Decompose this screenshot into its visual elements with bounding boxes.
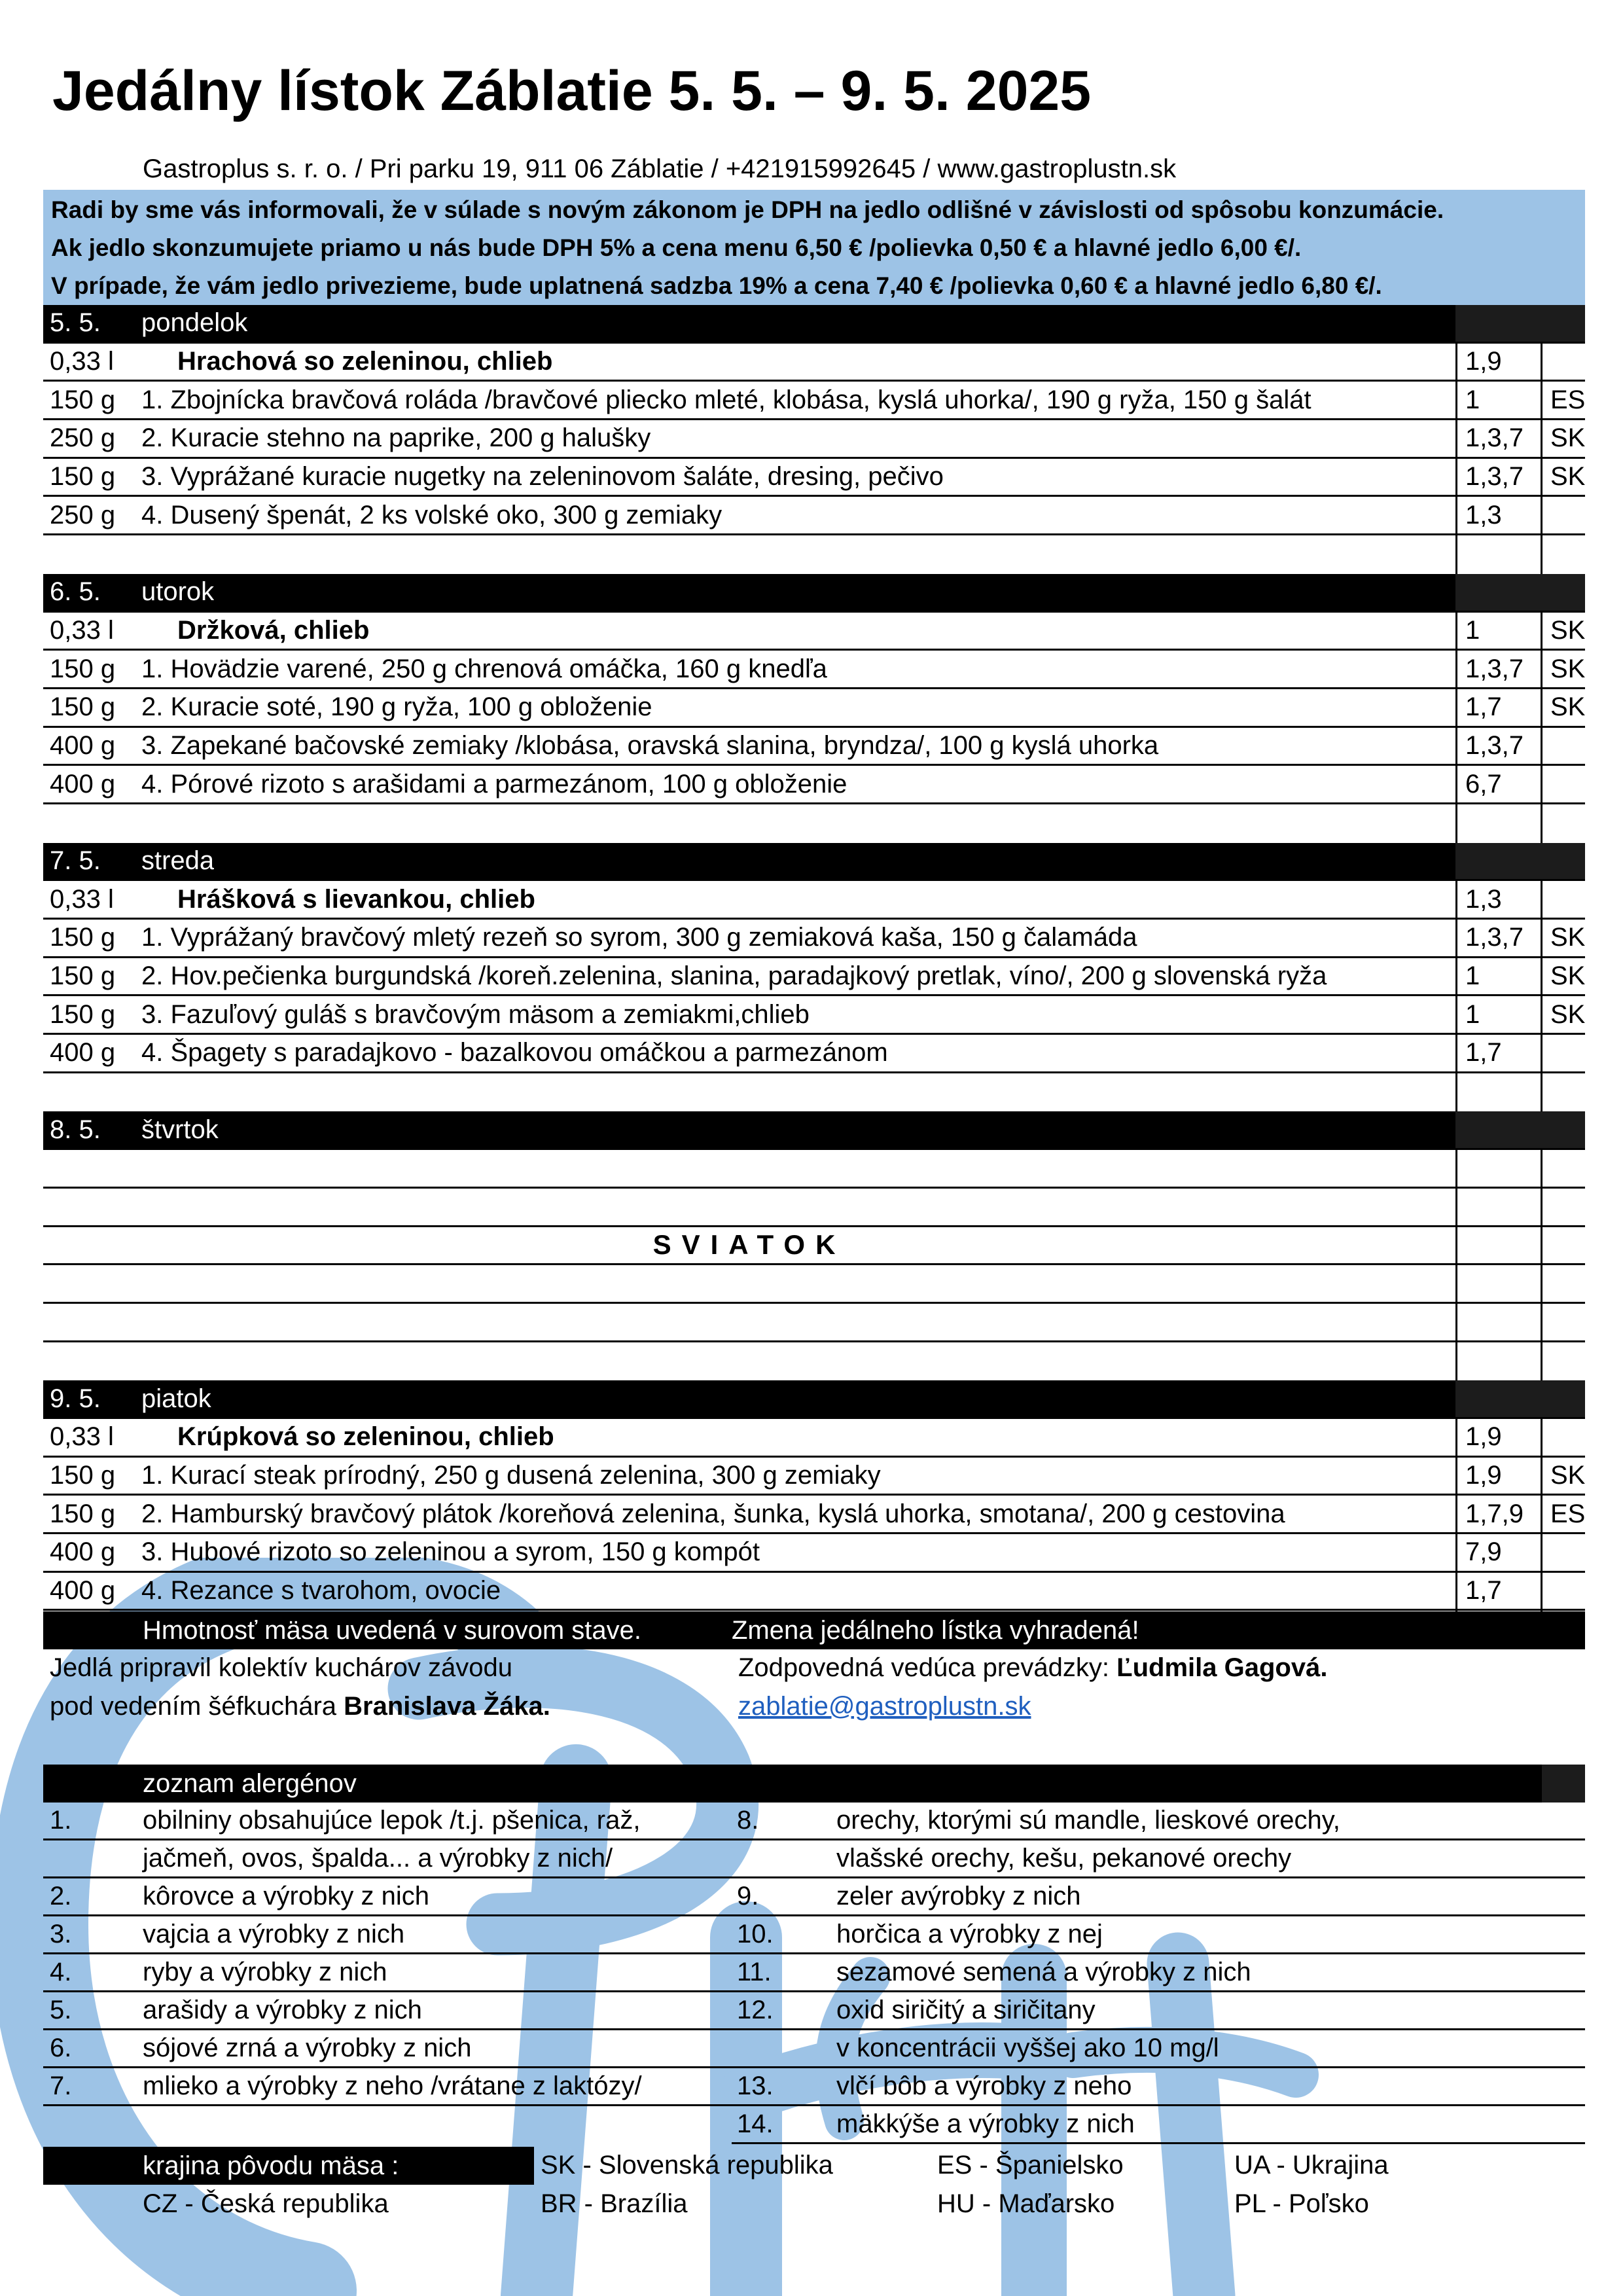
country-code: PL - Poľsko: [1234, 2189, 1369, 2218]
meal-name: 2. Kuracie soté, 190 g ryža, 100 g obloženie: [141, 692, 652, 722]
country-code: BR - Brazília: [541, 2189, 688, 2218]
allergen-text: sezamové semená a výrobky z nich: [836, 1958, 1251, 1986]
holiday-label: SVIATOK: [652, 1229, 846, 1261]
manager-note: Zodpovedná vedúca prevádzky: Ľudmila Gagová.: [738, 1653, 1328, 1682]
soup-row: [43, 344, 1585, 382]
meat-origin: [1541, 1534, 1585, 1571]
meat-origin: SK: [1541, 1458, 1585, 1494]
portion: 400 g: [50, 769, 116, 798]
meat-origin: ES: [1541, 1496, 1585, 1532]
meal-row: [43, 1035, 1585, 1073]
allergen-item: [732, 1954, 1585, 1992]
vat-notice: [43, 190, 1585, 305]
meal-name: 1. Hovädzie varené, 250 g chrenová omáčka, 160 g knedľa: [141, 654, 827, 683]
country-code: ES - Španielsko: [937, 2151, 1124, 2179]
page-title: Jedálny lístok Záblatie 5. 5. – 9. 5. 2025: [52, 60, 1092, 122]
allergen-codes: 1: [1455, 613, 1541, 649]
vat-notice-line: Ak jedlo skonzumujete priamo u nás bude DPH 5% a cena menu 6,50 € /polievka 0,50 € a hlavné jedlo 6,00 €/.: [51, 234, 1302, 261]
allergen-codes: 1,3,7: [1455, 459, 1541, 495]
allergen-text: oxid siričitý a siričitany: [836, 1996, 1096, 2024]
meat-origin: SK: [1541, 613, 1585, 649]
meal-row: [43, 1573, 1585, 1611]
allergen-codes: 1,3: [1455, 881, 1541, 918]
portion: 400 g: [50, 1537, 116, 1567]
allergen-text: mäkkýše a výrobky z nich: [836, 2109, 1135, 2138]
allergen-codes: 1,3,7: [1455, 920, 1541, 956]
meal-row: [43, 1534, 1585, 1573]
meal-name: 3. Fazuľový guláš s bravčovým mäsom a zemiakmi,chlieb: [141, 999, 810, 1029]
allergen-codes: 1,3,7: [1455, 420, 1541, 457]
holiday-row: [43, 1150, 1585, 1189]
allergen-item: [732, 2030, 1585, 2068]
meat-origin-header: [43, 2147, 534, 2185]
portion: 400 g: [50, 730, 116, 760]
portion: 150 g: [50, 654, 116, 683]
meal-name: 4. Rezance s tvarohom, ovocie: [141, 1576, 501, 1605]
allergen-codes: 1,7: [1455, 1573, 1541, 1609]
country-code: HU - Maďarsko: [937, 2189, 1115, 2218]
allergen-text: arašidy a výrobky z nich: [143, 1996, 422, 2024]
allergen-number: 13.: [737, 2072, 774, 2100]
allergen-text: obilniny obsahujúce lepok /t.j. pšenica, raž,: [143, 1806, 641, 1835]
allergens-header: [43, 1765, 1585, 1803]
allergen-codes: 1,7: [1455, 689, 1541, 726]
country-code: CZ - Česká republika: [143, 2189, 389, 2218]
soup-row: [43, 613, 1585, 651]
meat-origin: [1541, 766, 1585, 802]
portion: 0,33 l: [50, 1422, 114, 1452]
allergen-item: [43, 1992, 737, 2030]
allergen-item: [732, 2068, 1585, 2106]
meat-origin: SK: [1541, 459, 1585, 495]
allergen-number: 10.: [737, 1920, 774, 1948]
spacer-row: [43, 535, 1585, 574]
portion: 0,33 l: [50, 615, 114, 645]
portion: 150 g: [50, 923, 116, 952]
meal-name: 2. Hamburský bravčový plátok /koreňová zelenina, šunka, kyslá uhorka, smotana/, 200 g cestovina: [141, 1499, 1285, 1528]
soup-row: [43, 881, 1585, 920]
allergen-number: 3.: [50, 1920, 72, 1948]
meat-origin: SK: [1541, 958, 1585, 995]
soup-name: Krúpková so zeleninou, chlieb: [177, 1422, 554, 1452]
allergen-item: [732, 2106, 1585, 2144]
allergen-codes: 1,7,9: [1455, 1496, 1541, 1532]
allergen-number: 11.: [737, 1958, 772, 1986]
day-name: pondelok: [141, 308, 248, 338]
allergen-codes: 7,9: [1455, 1534, 1541, 1571]
allergen-item: [43, 2030, 737, 2068]
allergen-text: vlašské orechy, kešu, pekanové orechy: [836, 1844, 1292, 1873]
allergen-text: kôrovce a výrobky z nich: [143, 1882, 429, 1910]
meat-origin: SK: [1541, 996, 1585, 1033]
day-header: [43, 843, 1585, 882]
meal-row: [43, 689, 1585, 728]
meal-row: [43, 497, 1585, 535]
allergen-codes: 1,3,7: [1455, 728, 1541, 764]
meal-row: [43, 651, 1585, 689]
holiday-row: [43, 1304, 1585, 1342]
soup-row: [43, 1419, 1585, 1458]
day-name: streda: [141, 846, 215, 875]
meat-weight-note: Hmotnosť mäsa uvedená v surovom stave.: [143, 1615, 642, 1645]
allergen-item: [43, 1916, 737, 1954]
meal-name: 1. Kurací steak prírodný, 250 g dusená zelenina, 300 g zemiaky: [141, 1460, 881, 1490]
meal-name: 2. Kuracie stehno na paprike, 200 g halušky: [141, 423, 651, 453]
allergen-text: vajcia a výrobky z nich: [143, 1920, 405, 1948]
meat-origin: [1541, 1573, 1585, 1609]
spacer-row: [43, 1342, 1585, 1381]
allergen-number: 4.: [50, 1958, 72, 1986]
allergen-item: [43, 1803, 737, 1840]
country-code: SK - Slovenská republika: [541, 2151, 833, 2179]
day-name: štvrtok: [141, 1115, 219, 1144]
day-header: [43, 305, 1585, 344]
allergen-text: orechy, ktorými sú mandle, lieskové orechy,: [836, 1806, 1340, 1835]
day-date: 6. 5.: [50, 577, 101, 607]
allergen-item: [732, 1916, 1585, 1954]
allergen-number: 14.: [737, 2109, 774, 2138]
meal-row: [43, 766, 1585, 804]
vat-notice-line: V prípade, že vám jedlo privezieme, bude uplatnená sadzba 19% a cena 7,40 € /polievka 0,60 € a hlavné jedlo 6,80 €/.: [51, 272, 1382, 299]
day-date: 7. 5.: [50, 846, 101, 875]
meal-row: [43, 459, 1585, 497]
allergen-codes: 1,3: [1455, 497, 1541, 533]
meal-name: 3. Hubové rizoto so zeleninou a syrom, 150 g kompót: [141, 1537, 760, 1567]
portion: 150 g: [50, 462, 116, 492]
allergen-item: [43, 1954, 737, 1992]
weekly-menu: [43, 305, 1585, 1649]
meat-origin-title: krajina pôvodu mäsa :: [143, 2151, 399, 2180]
portion: 250 g: [50, 500, 116, 529]
spacer-row: [43, 1073, 1585, 1112]
day-header: [43, 574, 1585, 613]
meal-row: [43, 382, 1585, 420]
chef-note: pod vedením šéfkuchára Branislava Žáka.: [50, 1692, 550, 1721]
allergen-item: [732, 1840, 1585, 1878]
meal-name: 3. Vyprážané kuracie nugetky na zeleninovom šaláte, dresing, pečivo: [141, 462, 944, 492]
chef-name: Branislava Žáka.: [344, 1692, 550, 1721]
portion: 150 g: [50, 385, 116, 414]
holiday-row: [43, 1265, 1585, 1304]
allergen-text: jačmeň, ovos, špalda... a výrobky z nich/: [143, 1844, 613, 1873]
allergen-number: 8.: [737, 1806, 759, 1835]
portion: 0,33 l: [50, 884, 114, 914]
country-code: UA - Ukrajina: [1234, 2151, 1389, 2179]
day-date: 9. 5.: [50, 1384, 101, 1413]
meat-origin: [1541, 1419, 1585, 1456]
day-date: 5. 5.: [50, 308, 101, 338]
meal-row: [43, 728, 1585, 766]
allergen-item: [43, 1840, 737, 1878]
soup-name: Hrachová so zeleninou, chlieb: [177, 347, 553, 376]
vat-notice-line: Radi by sme vás informovali, že v súlade s novým zákonom je DPH na jedlo odlišné v závislosti od spôsobu konzumácie.: [51, 196, 1444, 223]
meal-row: [43, 420, 1585, 459]
meal-name: 4. Dusený špenát, 2 ks volské oko, 300 g zemiaky: [141, 500, 722, 529]
portion: 400 g: [50, 1038, 116, 1067]
meat-origin: SK: [1541, 420, 1585, 457]
allergen-item: [732, 1992, 1585, 2030]
meal-row: [43, 958, 1585, 997]
day-name: utorok: [141, 577, 215, 607]
day-header: [43, 1111, 1585, 1150]
allergen-text: horčica a výrobky z nej: [836, 1920, 1103, 1948]
meal-row: [43, 996, 1585, 1035]
meal-name: 4. Pórové rizoto s arašidami a parmezánom, 100 g obloženie: [141, 769, 847, 798]
allergen-number: 5.: [50, 1996, 72, 2024]
portion: 150 g: [50, 692, 116, 722]
meat-origin: SK: [1541, 920, 1585, 956]
allergen-number: 12.: [737, 1996, 774, 2024]
day-date: 8. 5.: [50, 1115, 101, 1144]
allergen-codes: 1: [1455, 996, 1541, 1033]
allergen-number: 1.: [50, 1806, 72, 1835]
allergen-item: [732, 1803, 1585, 1840]
allergen-text: v koncentrácii vyššej ako 10 mg/l: [836, 2034, 1219, 2062]
allergen-codes: 6,7: [1455, 766, 1541, 802]
meal-row: [43, 1458, 1585, 1496]
menu-change-note: Zmena jedálneho lístka vyhradená!: [732, 1615, 1139, 1645]
day-name: piatok: [141, 1384, 211, 1413]
portion: 150 g: [50, 1499, 116, 1528]
manager-name: Ľudmila Gagová.: [1116, 1653, 1328, 1682]
meal-name: 3. Zapekané bačovské zemiaky /klobása, oravská slanina, bryndza/, 100 g kyslá uhorka: [141, 730, 1159, 760]
allergen-item: [43, 2068, 737, 2106]
portion: 250 g: [50, 423, 116, 453]
allergen-number: 7.: [50, 2072, 72, 2100]
allergens-title: zoznam alergénov: [143, 1768, 357, 1798]
meal-row: [43, 920, 1585, 958]
allergen-text: sójové zrná a výrobky z nich: [143, 2034, 472, 2062]
company-info: Gastroplus s. r. o. / Pri parku 19, 911 06 Záblatie / +421915992645 / www.gastroplustn.sk: [143, 154, 1177, 183]
meat-origin: [1541, 728, 1585, 764]
portion: 400 g: [50, 1576, 116, 1605]
meal-row: [43, 1496, 1585, 1534]
allergen-text: mlieko a výrobky z neho /vrátane z laktózy/: [143, 2072, 642, 2100]
holiday-row: [43, 1227, 1585, 1266]
allergen-codes: 1,3,7: [1455, 651, 1541, 687]
holiday-row: [43, 1189, 1585, 1227]
meal-name: 1. Vyprážaný bravčový mletý rezeň so syrom, 300 g zemiaková kaša, 150 g čalamáda: [141, 923, 1137, 952]
allergen-codes: 1,9: [1455, 344, 1541, 380]
allergen-text: ryby a výrobky z nich: [143, 1958, 387, 1986]
meal-name: 4. Špagety s paradajkovo - bazalkovou omáčkou a parmezánom: [141, 1038, 888, 1067]
allergen-codes: 1: [1455, 958, 1541, 995]
allergen-codes: 1,9: [1455, 1419, 1541, 1456]
portion: 0,33 l: [50, 347, 114, 376]
allergen-item: [732, 1878, 1585, 1916]
allergen-number: 6.: [50, 2034, 72, 2062]
meal-name: 2. Hov.pečienka burgundská /koreň.zelenina, slanina, paradajkový pretlak, víno/, 200 g slovenská ryža: [141, 961, 1327, 991]
meat-origin: [1541, 1035, 1585, 1071]
meat-origin: SK: [1541, 689, 1585, 726]
spacer-row: [43, 804, 1585, 843]
soup-name: Hrášková s lievankou, chlieb: [177, 884, 535, 914]
allergen-number: 9.: [737, 1882, 759, 1910]
footer-notes-bar: [43, 1611, 1585, 1649]
cooks-note: Jedlá pripravil kolektív kuchárov závodu: [50, 1653, 513, 1682]
portion: 150 g: [50, 999, 116, 1029]
meat-origin: [1541, 497, 1585, 533]
allergen-number: 2.: [50, 1882, 72, 1910]
allergen-codes: 1: [1455, 382, 1541, 418]
meat-origin: SK: [1541, 651, 1585, 687]
allergen-text: vlčí bôb a výrobky z neho: [836, 2072, 1132, 2100]
allergen-text: zeler avýrobky z nich: [836, 1882, 1081, 1910]
portion: 150 g: [50, 961, 116, 991]
meat-origin: ES: [1541, 382, 1585, 418]
allergen-codes: 1,9: [1455, 1458, 1541, 1494]
day-header: [43, 1380, 1585, 1419]
meal-name: 1. Zbojnícka bravčová roláda /bravčové pliecko mleté, klobása, kyslá uhorka/, 190 g ryža, 150 g šalát: [141, 385, 1311, 414]
email-link[interactable]: zablatie@gastroplustn.sk: [738, 1692, 1031, 1721]
portion: 150 g: [50, 1460, 116, 1490]
allergen-item: [43, 1878, 737, 1916]
meat-origin: [1541, 344, 1585, 380]
allergen-codes: 1,7: [1455, 1035, 1541, 1071]
meat-origin: [1541, 881, 1585, 918]
soup-name: Držková, chlieb: [177, 615, 370, 645]
